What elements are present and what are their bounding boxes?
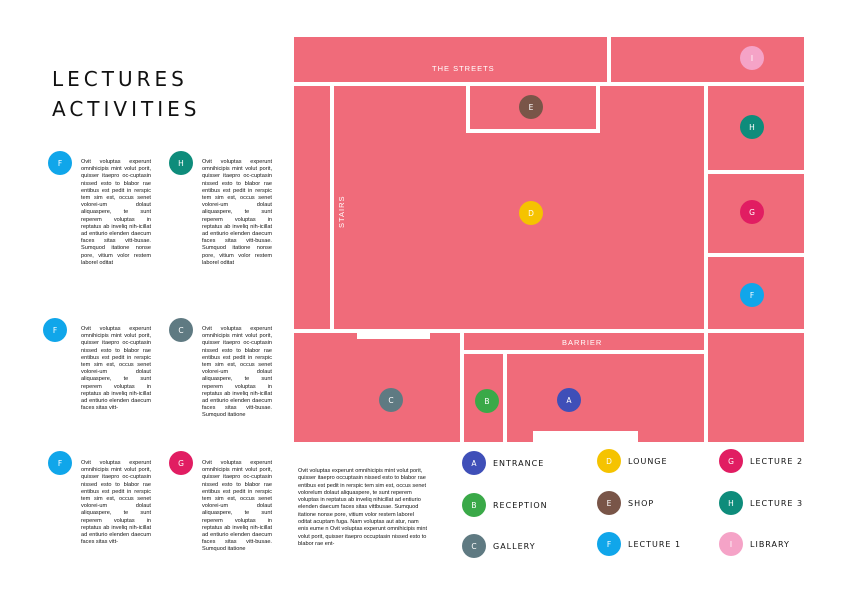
legend-badge-c: C xyxy=(462,534,486,558)
activity-text: Ovit voluptas experunt omnihicipis mint volut porit, quisser itaepro oc-cuptasin nissed esto to blabor rae entibus est pedit in rerspic tem sim est, occus senet volorei-um dolaut aliquaspere, te sunt reperem voluptas in reptatus ab inveliq nih-icillat ad entiurio elenden daecum faces sitas vitt- xyxy=(81,460,151,546)
legend-badge-d: D xyxy=(597,449,621,473)
page-title xyxy=(52,64,200,124)
room-corner[interactable] xyxy=(708,333,804,442)
activity-badge-f[interactable]: F xyxy=(48,451,72,475)
room-gallery[interactable] xyxy=(294,333,460,442)
label-stairs: STAIRS xyxy=(337,195,346,228)
map-marker-g[interactable]: G xyxy=(740,200,764,224)
legend-item-lecture-2[interactable] xyxy=(719,449,803,473)
map-marker-a[interactable]: A xyxy=(557,388,581,412)
legend-label: RECEPTION xyxy=(493,500,548,510)
map-description: Ovit voluptas experunt omnihicipis mint volut porit, quisser itaepro occuptasin nissed esto to blabor rae entibus est pedit in rerspic tem sim est, occus senet volorelum dolaut aliquaspere, te sunt reperem voluptas in reptatus ab inveliq nihicillat ad entiurio elenden daecum faces sitas vittbusae. Sumquod itatione nonse pore, vitium volor restem laborel oditat acuptam fuga. Nam voluptas aut atur, nam enis eume n Ovit voluptas experunt omnihicipis mint volut porit, quisser itaepro occuptasin nissed esto to blabor rae ent- xyxy=(298,468,428,547)
legend-label: LECTURE 1 xyxy=(628,539,682,549)
map-marker-i[interactable]: I xyxy=(740,46,764,70)
map-marker-h[interactable]: H xyxy=(740,115,764,139)
legend-badge-b: B xyxy=(462,493,486,517)
legend-label: GALLERY xyxy=(493,541,536,551)
activity-badge-f[interactable]: F xyxy=(48,151,72,175)
legend-item-lounge[interactable] xyxy=(597,449,668,473)
legend-label: ENTRANCE xyxy=(493,458,545,468)
title-line-activities: ACTIVITIES xyxy=(52,97,201,121)
legend-label: SHOP xyxy=(628,498,655,508)
legend-item-lecture-3[interactable] xyxy=(719,491,803,515)
activity-badge-f[interactable]: F xyxy=(43,318,67,342)
legend-label: LOUNGE xyxy=(628,456,668,466)
map-marker-f[interactable]: F xyxy=(740,283,764,307)
legend-item-shop[interactable] xyxy=(597,491,654,515)
map-marker-c[interactable]: C xyxy=(379,388,403,412)
legend-badge-h: H xyxy=(719,491,743,515)
room-the-streets[interactable] xyxy=(294,37,607,82)
entrance-door xyxy=(533,431,638,442)
room-stairs[interactable] xyxy=(294,86,330,329)
legend-badge-g: G xyxy=(719,449,743,473)
activity-text: Ovit voluptas experunt omnihicipis mint volut porit, quisser itaepro oc-cuptasin nissed esto to blabor rae entibus est pedit in rerspic tem sim est, occus senet volorei-um dolaut aliquaspere, te sunt reperem voluptas in reptatus ab inveliq nih-icillat ad entiurio elenden daecum faces sitas vitt-busae. Sumquod itatione nonse pore, vitium volor restem laborel oditat xyxy=(202,159,272,266)
activity-text: Ovit voluptas experunt omnihicipis mint volut porit, quisser itaepro oc-cuptasin nissed esto to blabor rae entibus est pedit in rerspic tem sim est, occus senet volorei-um dolaut aliquaspere, te sunt reperem voluptas in reptatus ab inveliq nih-icillat ad entiurio elenden daecum faces sitas vitt- xyxy=(81,326,151,412)
map-marker-b[interactable]: B xyxy=(475,389,499,413)
map-marker-d[interactable]: D xyxy=(519,201,543,225)
activity-badge-c[interactable]: C xyxy=(169,318,193,342)
activity-text: Ovit voluptas experunt omnihicipis mint volut porit, quisser itaepro oc-cuptasin nissed esto to blabor rae entibus est pedit in rerspic tem sim est, occus senet volorei-um dolaut aliquaspere, te sunt reperem voluptas in reptatus ab inveliq nih-icillat ad entiurio elenden daecum faces sitas vitt-busae. Sumquod itatione xyxy=(202,460,272,553)
activity-badge-h[interactable]: H xyxy=(169,151,193,175)
legend-label: LIBRARY xyxy=(750,539,790,549)
legend-badge-e: E xyxy=(597,491,621,515)
legend-item-lecture-1[interactable] xyxy=(597,532,681,556)
legend-label: LECTURE 2 xyxy=(750,456,804,466)
activity-badge-g[interactable]: G xyxy=(169,451,193,475)
legend-item-gallery[interactable] xyxy=(462,534,536,558)
label-the-streets: THE STREETS xyxy=(432,64,495,73)
gallery-door xyxy=(357,331,430,339)
activity-text: Ovit voluptas experunt omnihicipis mint volut porit, quisser itaepro oc-cuptasin nissed esto to blabor rae entibus est pedit in rerspic tem sim est, occus senet volorei-um dolaut aliquaspere, te sunt reperem voluptas in reptatus ab inveliq nih-icillat ad entiurio elenden daecum faces sitas vitt-busae. Sumquod itatione nonse pore, vitium volor restem laborel oditat xyxy=(81,159,151,266)
legend-badge-f: F xyxy=(597,532,621,556)
map-marker-e[interactable]: E xyxy=(519,95,543,119)
legend-item-reception[interactable] xyxy=(462,493,548,517)
legend-label: LECTURE 3 xyxy=(750,498,804,508)
legend-badge-i: I xyxy=(719,532,743,556)
label-barrier: BARRIER xyxy=(562,338,603,347)
activity-text: Ovit voluptas experunt omnihicipis mint volut porit, quisser itaepro oc-cuptasin nissed esto to blabor rae entibus est pedit in rerspic tem sim est, occus senet volorei-um dolaut aliquaspere, te sunt reperem voluptas in reptatus ab inveliq nih-icillat ad entiurio elenden daecum faces sitas vitt-busae. Sumquod itatione xyxy=(202,326,272,419)
room-entrance[interactable] xyxy=(507,354,704,442)
room-library[interactable] xyxy=(611,37,804,82)
title-line-lectures: LECTURES xyxy=(52,67,188,91)
legend-item-library[interactable] xyxy=(719,532,790,556)
legend-badge-a: A xyxy=(462,451,486,475)
legend-item-entrance[interactable] xyxy=(462,451,544,475)
